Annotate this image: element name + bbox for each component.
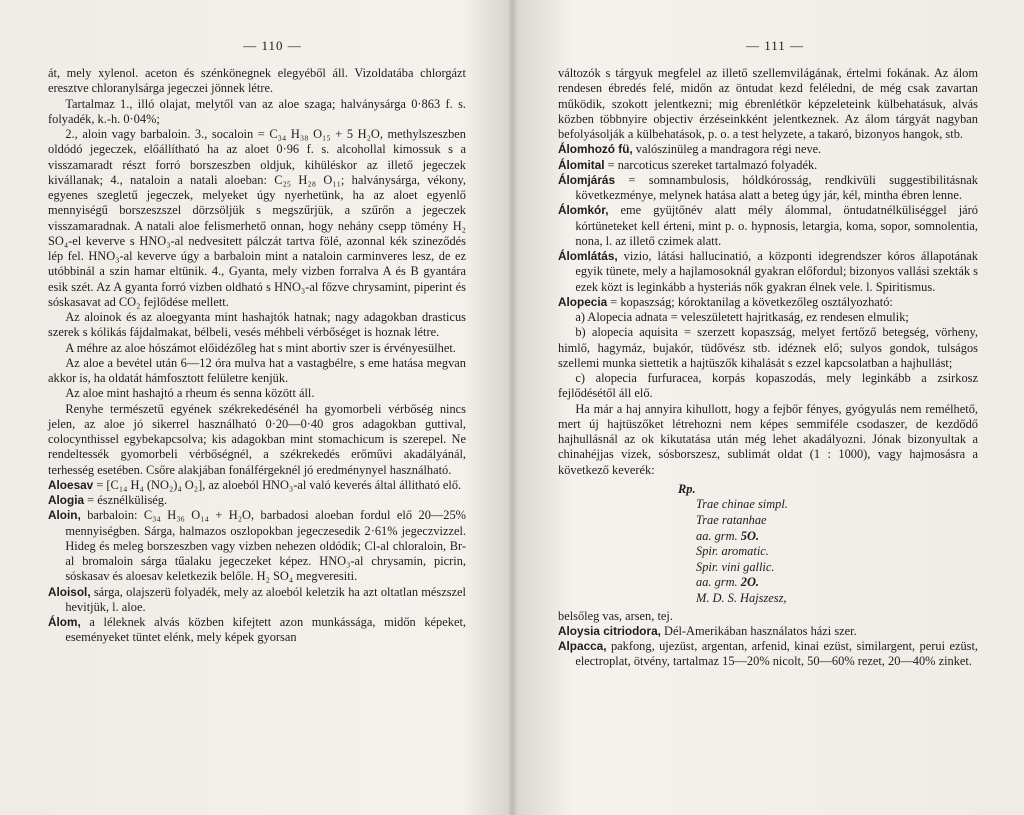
prescription-line: [696, 575, 978, 591]
prescription-amount: 2O.: [740, 575, 759, 590]
entry-headword: Alpacca,: [558, 639, 607, 653]
entry-text: = észnélküliség.: [84, 493, 168, 507]
prescription-rp: Rp.: [678, 481, 696, 496]
entry-headword: Aloesav: [48, 477, 94, 492]
list-item: c) alopecia furfuracea, korpás kopaszodás, mely leginkább a zsirkosz fejlődésétől áll elő.: [558, 371, 978, 401]
entry-headword: Álomital: [558, 157, 605, 172]
dictionary-entry: [558, 203, 978, 249]
paragraph: belsőleg vas, arsen, tej.: [558, 608, 673, 623]
prescription-line: [696, 560, 978, 576]
entry-text: pakfong, ujezüst, argentan, arfenid, kinai ezüst, similargent, perui ezüst, electroplat, ötvény, tartalmaz 15—20% nicolt, 50—60% rezet, 20—40% zinket.: [575, 639, 978, 669]
paragraph: Az aloe mint hashajtó a rheum és senna között áll.: [65, 386, 315, 401]
dictionary-entry: [48, 615, 466, 646]
page-number: — 110 —: [243, 38, 302, 53]
list-item: a) Alopecia adnata = veleszületett hajritkaság, ez rendesen elmulik;: [575, 310, 909, 324]
entry-headword: Aloin,: [48, 508, 81, 523]
entry-headword: Álomjárás: [558, 172, 616, 187]
dictionary-entry: [558, 249, 978, 295]
paragraph: Ha már a haj annyira kihullott, hogy a fejbőr fényes, gyógyulás nem remélhető, mert új hajtüszőket létrehozni nem képes semmiféle csodaszer, de kezdődő hajhullásnál az ok kikutatása után még lehet akadályozni. Jónak bizonyultak a chinahéjjas vizek, sósborszesz, sublimát oldat (1 : 1000), vagy hajmosásra a következő keverék:: [558, 401, 978, 477]
prescription: [558, 482, 978, 607]
entry-headword: Álomhozó fü,: [558, 142, 633, 157]
paragraph: Az aloinok és az aloegyanta mint hashajtók hatnak; nagy adagokban drasticus szerek s kólikás fájdalmakat, bélbeli, vesés méhbeli vérbőséget is hoznak létre.: [48, 310, 466, 340]
prescription-line: [696, 591, 978, 607]
prescription-text: Trae chinae simpl.: [696, 497, 788, 512]
prescription-text: Spir. vini gallic.: [696, 559, 775, 574]
left-page: [0, 0, 505, 815]
prescription-line: [696, 497, 978, 513]
paragraph: 2., aloin vagy barbaloin. 3., socaloin = C₃₄ H₃₈ O₁₅ + 5 H₂O, methylszeszben oldódó jegeczek, előállítható ha az aloet 0·96 f. s. alcohollal kimossuk s a visszamaradt részt forró borszeszben oldjuk, kihüléskor az illető jegeczek kivállanak; 4., nataloin a natali aloeban: C₂₅ H₂₈ O₁₁; halványsárga, vékony, egyenes szegletű jegeczek, melyeket úgy nyerhetünk, ha az aloet egyenlő mennyiségű borszeszszel dörzsöljük s megszűrjük, a szűrőn a jegeczek visszamaradnak. A natali aloe felismerhető onnan, hogy nehány csepp tömény H₂ SO₄-el keverve s HNO₃-al nedvesitett pálczát tartva fölé, azonnal kék szineződés lép fel. HNO₃-al keverve úgy a barbaloin mint a nataloin carminveres lesz, de ez utóbbinál a szin hamar eltünik. 4., Gyanta, mely vizben forralva A és B gyantára esik szét. Az A gyanta forró vizben oldható s HNO₃-al főzve chrysamint, piperint és sóskasavat ad CO₂ fejlődése mellett.: [48, 127, 466, 309]
entry-text: = somnambulosis, hóldkórosság, rendkivüli suggestibilitásnak következménye, melynek hatása alatt a beteg úgy jár, kél, mintha ébren lenne.: [575, 172, 978, 202]
paragraph: át, mely xylenol. aceton és szénkönegnek elegyéből áll. Vizoldatába chlorgázt eresztve chloranylsárga jegeczei jönnek létre.: [48, 66, 466, 96]
dictionary-entry: [48, 493, 466, 508]
prescription-text: Spir. aromatic.: [696, 544, 769, 559]
entry-headword: Álomlátás,: [558, 249, 618, 263]
prescription-text: M. D. S. Hajszesz,: [696, 590, 787, 605]
entry-text: = kopaszság; kóroktanilag a következőleg osztályozható:: [607, 294, 893, 309]
entry-text: valószinüleg a mandragora régi neve.: [632, 142, 822, 157]
paragraph: Renyhe természetű egyének székrekedésénél ha gyomorbeli vérbőség nincs jelen, az aloe jó sikerrel használható 0·20—0·40 gros adagokban guttival, colocynthissel egybekapcsolva; kis adagokban mint stomachicum is szerepel. Ne rendeltessék gyomorbeli vérbőségnél, a székrekedés erőművi akadályánál, terhesség esetében. Csőre alakjában fonálférgeknél jó eredménynyel használható.: [48, 401, 466, 477]
page-body: [558, 66, 978, 670]
entry-headword: Álom,: [48, 615, 81, 629]
prescription-line: [696, 544, 978, 560]
list-item: b) alopecia aquisita = szerzett kopaszság, melyet fertőző betegség, vörheny, himlő, hagymáz, bujakór, tüdővész stb. idéznek elő; sulyos gondok, tulságos szellemi munka siettetik a hajtüszők kihalását s ezzel kapcsolatban a hajhullást;: [558, 325, 978, 370]
entry-text: eme gyüjtőnév alatt mély álommal, öntudatnélküliséggel járó kórtüneteket kell érteni, mint p. o. hypnosis, letargia, koma, sopor, somnolentia, nona, l. az illető czimek alatt.: [575, 203, 978, 248]
entry-text: sárga, olajszerü folyadék, mely az aloeból keletzik ha azt oltatlan mészszel hevitjük, l. aloe.: [65, 584, 466, 614]
dictionary-entry: [558, 295, 978, 310]
paragraph: Tartalmaz 1., illó olajat, melytől van az aloe szaga; halványsárga 0·863 f. s. folyadék, k.-h. 0·04%;: [48, 96, 466, 126]
prescription-line: [696, 529, 978, 545]
page-number: — 111 —: [745, 38, 805, 53]
dictionary-entry: [558, 173, 978, 204]
prescription-text: Trae ratanhae: [696, 512, 767, 527]
entry-headword: Aloysia citriodora,: [558, 623, 661, 638]
dictionary-entry: [558, 639, 978, 670]
entry-text: = narcoticus szereket tartalmazó folyadék.: [604, 157, 818, 172]
entry-text: vizio, látási hallucinatió, a központi idegrendszer kóros állapotának egyik tünete, mely a hajlamosoknál gyakran előfordul; bizonyos vallási szekták s ezek közt is leginkább a hysteriás nők gyakran élnek vele. l. Spiritismus.: [575, 249, 978, 294]
entry-headword: Alopecia: [558, 294, 608, 309]
prescription-text: aa. grm.: [696, 575, 741, 590]
entry-text: barbaloin: C₃₄ H₃₆ O₁₄ + H₂O, barbadosi aloeban fordul elő 20—25% mennyiségben. Sárga, halmazos oszlopokban jegeczesedik 2·61% jegeczvizzel. Hideg és meleg borszeszben vagy vizben nehezen oldódik; Cl-al chloraloin, Br-al bromaloin sárga tűalaku jegeczeket képez. HNO₃-al chrysamin, picrin, sóskasav és aloesav keletkezik belőle. H₂ SO₄ megveresiti.: [65, 508, 466, 584]
prescription-line: [696, 513, 978, 529]
paragraph: A méhre az aloe hószámot előidézőleg hat s mint abortiv szer is érvényesülhet.: [65, 340, 456, 355]
paragraph: változók s tárgyuk megfelel az illető szellemvilágának, értelmi fokának. Az álom rendesen ébredés felé, midőn az öntudat kezd feléledni, de még csak zavartan működik, szokott jelentkezni; mig ébrenlétkör képzeleteink külbehatásuk, alvás közben többnyire objectiv érzéseinkként jelentkeznek. Az álom tárgyát nagyban befolyásolják a külbehatások, p. o. a test helyzete, a takaró, bizonyos hangok, stb.: [558, 66, 978, 141]
entry-headword: Aloisol,: [48, 584, 91, 599]
entry-text: Dél-Amerikában használatos házi szer.: [660, 623, 857, 638]
prescription-text: aa. grm.: [696, 528, 741, 543]
prescription-amount: 5O.: [740, 528, 759, 543]
right-page: [516, 0, 1024, 815]
entry-headword: Álomkór,: [558, 203, 609, 218]
dictionary-entry: [558, 158, 978, 173]
page-body: [48, 66, 466, 646]
dictionary-entry: [558, 624, 978, 639]
dictionary-entry: [48, 508, 466, 584]
paragraph: Az aloe a bevétel után 6—12 óra mulva hat a vastagbélre, s eme hatása megvan akkor is, ha oldatát hámfosztott felületre kenjük.: [48, 355, 466, 385]
entry-headword: Alogia: [48, 493, 85, 507]
dictionary-entry: [48, 478, 466, 493]
entry-text: a léleknek alvás közben kifejtett azon munkássága, midőn képeket, eseményeket tüntet elénk, mely képek gyorsan: [65, 615, 466, 645]
dictionary-entry: [48, 585, 466, 616]
entry-text: = [C₁₄ H₄ (NO₂)₄ O₂], az aloeból HNO₃-al való keverés által állitható elő.: [93, 477, 462, 492]
dictionary-entry: [558, 142, 978, 157]
